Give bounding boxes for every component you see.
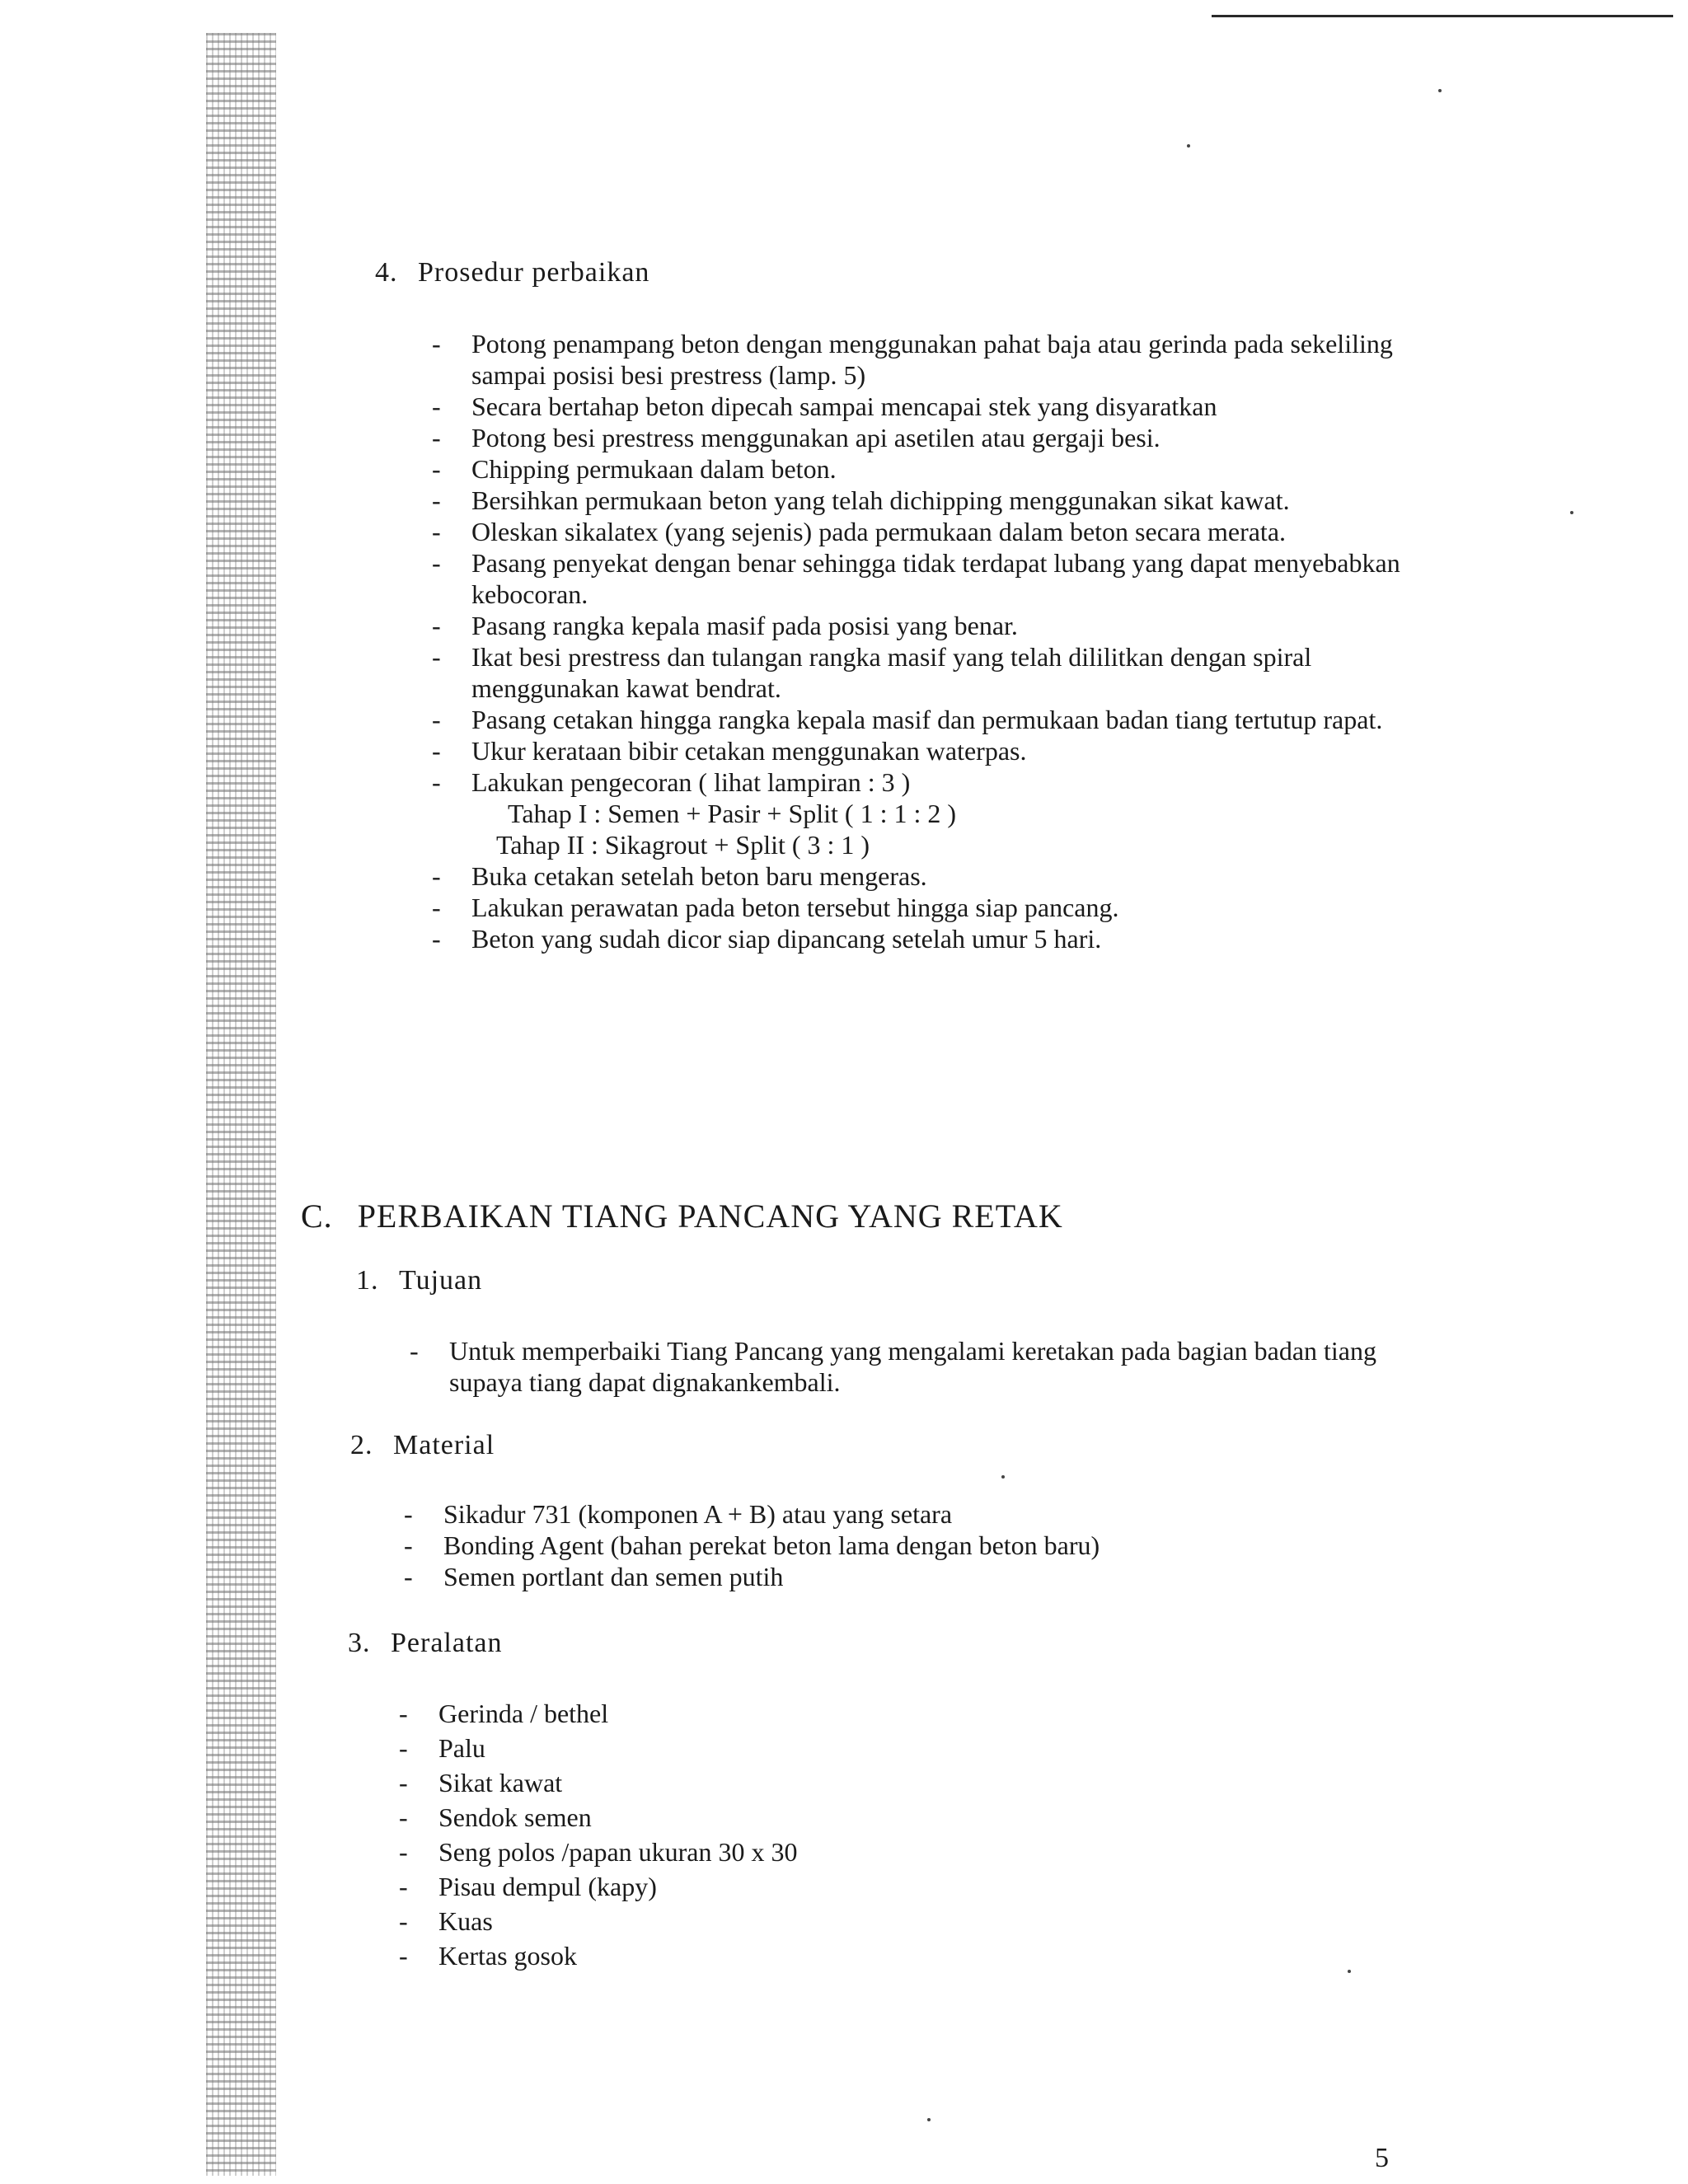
list-item: - Potong penampang beton dengan menggunakan pahat baja atau gerinda pada sekeliling sampai posisi besi prestress (lamp. 5) [432,329,1393,390]
material-heading: 2. Material [350,1430,495,1460]
list-item: - Sikadur 731 (komponen A + B) atau yang setara [404,1499,953,1529]
section-c-label: C. [301,1197,333,1235]
list-item: - Sikat kawat [399,1768,563,1797]
section-c-heading [301,1197,1063,1235]
material-list [404,1498,1432,1592]
list-item: - Pasang rangka kepala masif pada posisi yang benar. [432,611,1018,640]
section-c-title: PERBAIKAN TIANG PANCANG YANG RETAK [357,1197,1063,1235]
list-item: - Potong besi prestress menggunakan api asetilen atau gergaji besi. [432,423,1160,452]
tujuan-title: Tujuan [399,1265,483,1296]
list-item: - Untuk memperbaiki Tiang Pancang yang mengalami keretakan pada bagian badan tiang supaya tiang dapat dignakankembali. [410,1336,1376,1397]
peralatan-heading: 3. Peralatan [348,1628,503,1658]
binding-shadow [206,33,276,2176]
list-item: - Bonding Agent (bahan perekat beton lama dengan beton baru) [404,1530,1100,1560]
material-title: Material [393,1430,495,1460]
section-4-title: Prosedur perbaikan [418,257,650,288]
list-item: - Secara bertahap beton dipecah sampai mencapai stek yang disyaratkan [432,391,1217,421]
top-rule [1212,15,1673,17]
section-4-heading: 4. Prosedur perbaikan [375,257,650,288]
list-item: - Pisau dempul (kapy) [399,1872,657,1901]
scan-speck [1438,89,1442,92]
list-item: - Lakukan pengecoran ( lihat lampiran : 3 ) [432,767,911,797]
tujuan-list [410,1335,1418,1398]
peralatan-title: Peralatan [391,1628,503,1658]
page-number: 5 [1375,2143,1389,2173]
list-item: - Gerinda / bethel [399,1699,609,1728]
list-item: - Ukur kerataan bibir cetakan menggunakan waterpas. [432,736,1027,766]
list-item: - Pasang cetakan hingga rangka kepala masif dan permukaan badan tiang tertutup rapat. [432,705,1383,734]
tahap-line: Tahap I : Semen + Pasir + Split ( 1 : 1 : 2 ) [508,799,957,828]
scan-speck [927,2118,931,2121]
list-item: - Beton yang sudah dicor siap dipancang setelah umur 5 hari. [432,924,1102,954]
scan-speck [1348,1970,1351,1973]
list-item: - Kertas gosok [399,1941,577,1971]
peralatan-list [399,1696,1263,1973]
list-item: - Ikat besi prestress dan tulangan rangka masif yang telah dililitkan dengan spiral menggunakan kawat bendrat. [432,642,1312,703]
list-item: - Pasang penyekat dengan benar sehingga tidak terdapat lubang yang dapat menyebabkan kebocoran. [432,548,1400,609]
list-item: - Palu [399,1733,485,1763]
list-item: - Lakukan perawatan pada beton tersebut hingga siap pancang. [432,893,1119,922]
list-item: - Semen portlant dan semen putih [404,1562,784,1591]
scan-speck [1001,1475,1005,1479]
list-item: - Kuas [399,1906,493,1936]
tahap-line: Tahap II : Sikagrout + Split ( 3 : 1 ) [496,830,870,860]
prosedur-list [432,328,1428,954]
list-item: - Sendok semen [399,1802,592,1832]
list-item: - Chipping permukaan dalam beton. [432,454,837,484]
list-item: - Seng polos /papan ukuran 30 x 30 [399,1837,798,1867]
scan-speck [1187,144,1190,148]
list-item: - Bersihkan permukaan beton yang telah dichipping menggunakan sikat kawat. [432,485,1290,515]
tujuan-heading: 1. Tujuan [356,1265,483,1296]
scan-speck [1570,511,1573,514]
list-item: - Oleskan sikalatex (yang sejenis) pada permukaan dalam beton secara merata. [432,517,1287,546]
list-item: - Buka cetakan setelah beton baru mengeras. [432,861,927,891]
